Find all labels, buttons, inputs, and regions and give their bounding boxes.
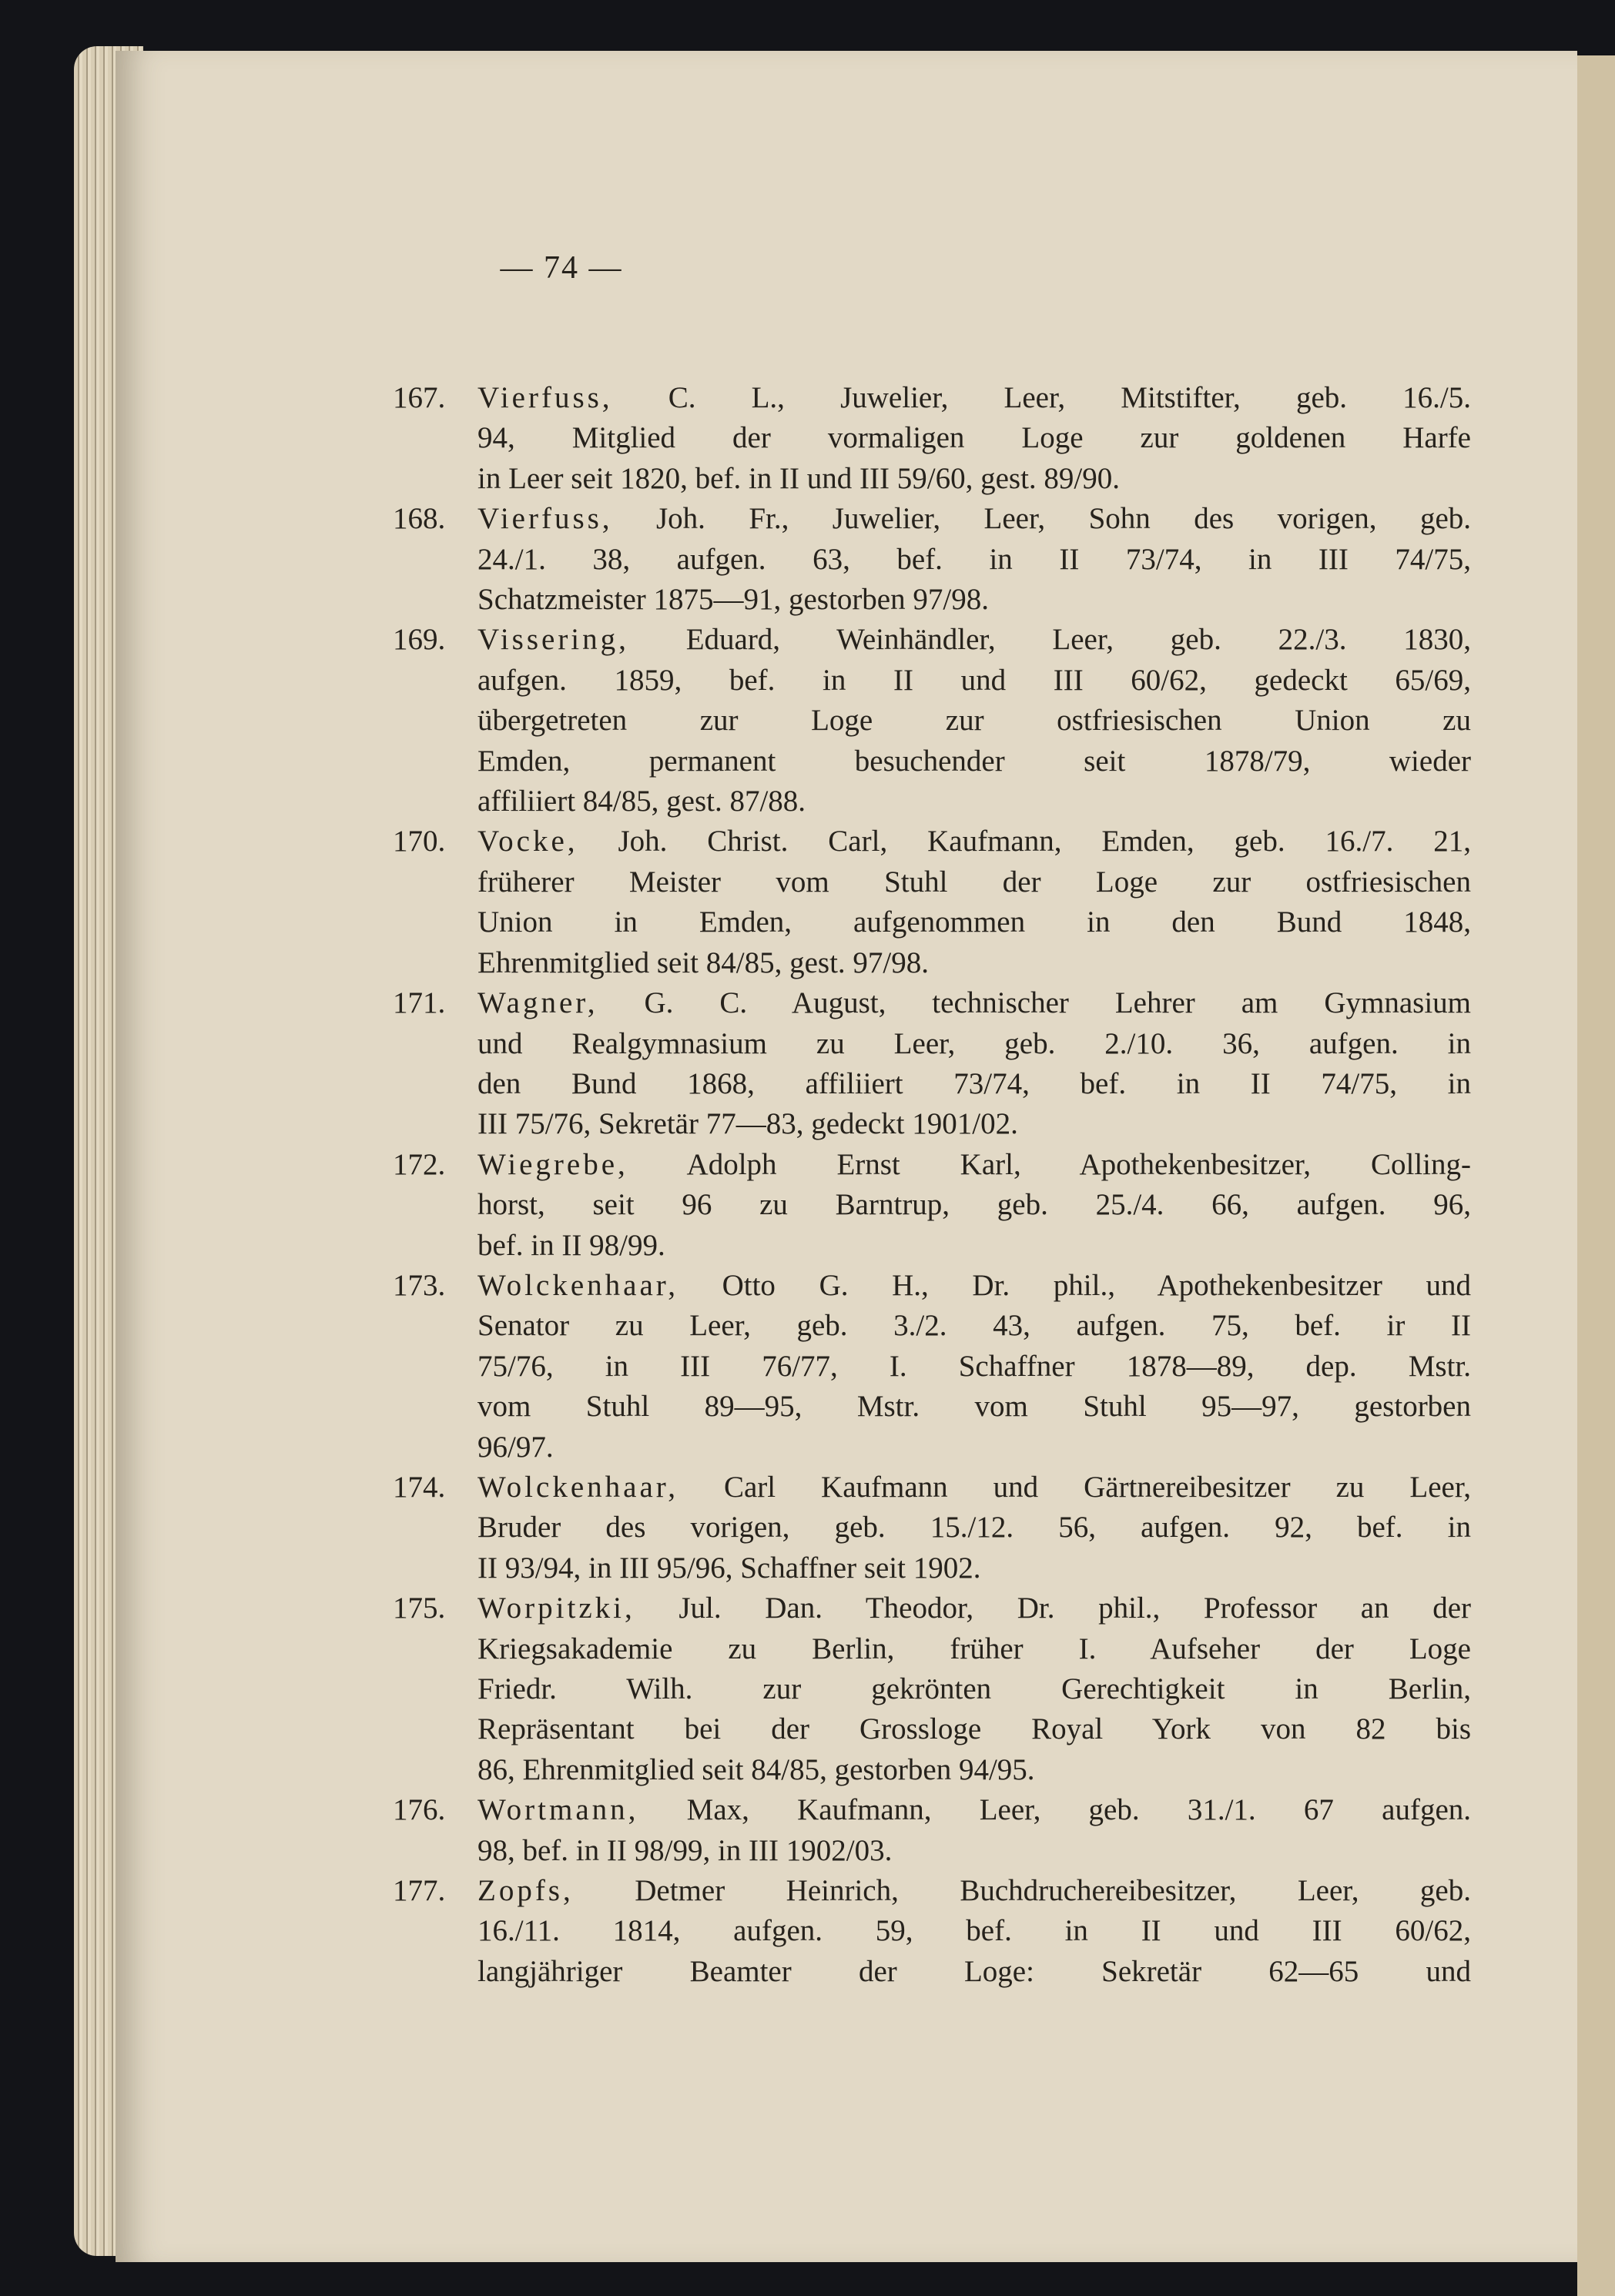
entry-text: C. L., Juwelier, Leer, Mitstifter, geb. 16./5.: [668, 381, 1472, 414]
entry-number: 171.: [393, 986, 446, 1020]
entry-number: 175.: [393, 1591, 446, 1625]
member-entry: [393, 822, 1471, 983]
member-surname: Vierfuss,: [477, 502, 613, 536]
entry-line: [477, 1185, 1471, 1225]
member-entry: [393, 1468, 1471, 1588]
entry-text: Joh. Fr., Juwelier, Leer, Sohn des vorigen, geb.: [655, 502, 1472, 536]
entry-number: 167.: [393, 381, 446, 414]
member-surname: Zopfs,: [477, 1874, 574, 1908]
entry-number: 174.: [393, 1470, 446, 1504]
member-list: [393, 378, 1471, 1992]
member-entry: [393, 499, 1471, 620]
entry-text: 86, Ehrenmitglied seit 84/85, gestorben 94/95.: [477, 1752, 1035, 1786]
member-entry: [393, 1266, 1471, 1468]
entry-text: 24./1. 38, aufgen. 63, bef. in II 73/74, in III 74/75,: [477, 542, 1471, 576]
entry-line: [477, 1387, 1471, 1427]
entry-line: [477, 822, 1471, 862]
entry-text: III 75/76, Sekretär 77—83, gedeckt 1901/02.: [477, 1107, 1018, 1141]
entry-line: [477, 661, 1471, 701]
member-surname: Vissering,: [477, 623, 629, 657]
member-surname: Vocke,: [477, 825, 578, 858]
member-surname: Vierfuss,: [477, 381, 613, 414]
entry-line: [477, 580, 1471, 620]
entry-line: [477, 943, 1471, 983]
entry-text: Detmer Heinrich, Buchdruchereibesitzer, Leer, geb.: [635, 1874, 1471, 1908]
entry-text: Repräsentant bei der Grossloge Royal York von 82 bis: [477, 1712, 1471, 1746]
facing-page-edge: [1577, 55, 1615, 2296]
entry-number: 170.: [393, 825, 446, 858]
entry-text: bef. in II 98/99.: [477, 1228, 665, 1262]
entry-text: Otto G. H., Dr. phil., Apothekenbesitzer und: [722, 1268, 1471, 1302]
entry-text: Joh. Christ. Carl, Kaufmann, Emden, geb. 16./7. 21,: [618, 825, 1471, 858]
entry-line: [477, 1669, 1471, 1709]
entry-text: Kriegsakademie zu Berlin, früher I. Aufseher der Loge: [477, 1632, 1471, 1665]
entry-line: [477, 1024, 1471, 1064]
entry-text: Bruder des vorigen, geb. 15./12. 56, aufgen. 92, bef. in: [477, 1511, 1471, 1545]
member-entry: [393, 620, 1471, 822]
entry-text: Senator zu Leer, geb. 3./2. 43, aufgen. 75, bef. ir II: [477, 1309, 1471, 1343]
member-surname: Wolckenhaar,: [477, 1268, 679, 1302]
entry-text: und Realgymnasium zu Leer, geb. 2./10. 36, aufgen. in: [477, 1026, 1471, 1060]
entry-line: [477, 1064, 1471, 1104]
entry-number: 177.: [393, 1874, 446, 1908]
entry-text: langjähriger Beamter der Loge: Sekretär 62—65 und: [477, 1954, 1471, 1988]
entry-line: [477, 862, 1471, 902]
entry-text: Ehrenmitglied seit 84/85, gest. 97/98.: [477, 946, 930, 979]
entry-line: [477, 1347, 1471, 1387]
entry-text: G. C. August, technischer Lehrer am Gymnasium: [644, 986, 1472, 1020]
entry-line: [477, 1226, 1471, 1266]
book-page: [116, 51, 1577, 2262]
entry-line: [477, 1831, 1471, 1871]
entry-text: horst, seit 96 zu Barntrup, geb. 25./4. 66, aufgen. 96,: [477, 1188, 1471, 1222]
entry-line: [477, 459, 1471, 499]
entry-text: aufgen. 1859, bef. in II und III 60/62, gedeckt 65/69,: [477, 663, 1471, 697]
entry-line: [477, 983, 1471, 1023]
member-entry: [393, 1145, 1471, 1266]
entry-line: [477, 1104, 1471, 1144]
entry-text: 94, Mitglied der vormaligen Loge zur goldenen Harfe: [477, 421, 1471, 455]
entry-text: früherer Meister vom Stuhl der Loge zur ostfriesischen: [477, 865, 1471, 899]
entry-text: II 93/94, in III 95/96, Schaffner seit 1902.: [477, 1551, 981, 1585]
entry-text: Carl Kaufmann und Gärtnereibesitzer zu Leer,: [723, 1470, 1472, 1504]
member-surname: Wortmann,: [477, 1793, 639, 1827]
member-entry: [393, 378, 1471, 499]
entry-line: [477, 1790, 1471, 1830]
entry-number: 172.: [393, 1147, 446, 1181]
entry-line: [477, 540, 1471, 580]
member-surname: Wolckenhaar,: [477, 1470, 679, 1504]
entry-text: den Bund 1868, affiliiert 73/74, bef. in II 74/75, in: [477, 1066, 1471, 1100]
entry-text: Emden, permanent besuchender seit 1878/79, wieder: [477, 744, 1471, 778]
page-number: — 74 —: [500, 250, 623, 286]
member-surname: Wagner,: [477, 986, 598, 1020]
entry-text: vom Stuhl 89—95, Mstr. vom Stuhl 95—97, gestorben: [477, 1390, 1471, 1424]
member-entry: [393, 1588, 1471, 1790]
entry-line: [477, 1750, 1471, 1790]
member-surname: Worpitzki,: [477, 1591, 635, 1625]
entry-number: 176.: [393, 1793, 446, 1827]
entry-line: [477, 378, 1471, 418]
entry-line: [477, 1548, 1471, 1588]
entry-text: Schatzmeister 1875—91, gestorben 97/98.: [477, 583, 989, 617]
entry-line: [477, 1871, 1471, 1911]
entry-text: 75/76, in III 76/77, I. Schaffner 1878—89, dep. Mstr.: [477, 1349, 1471, 1383]
entry-line: [477, 782, 1471, 822]
entry-line: [477, 418, 1471, 458]
entry-line: [477, 902, 1471, 942]
entry-text: Eduard, Weinhändler, Leer, geb. 22./3. 1830,: [685, 623, 1471, 657]
entry-line: [477, 1306, 1471, 1346]
entry-text: 96/97.: [477, 1430, 554, 1464]
entry-line: [477, 1709, 1471, 1749]
entry-line: [477, 1952, 1471, 1992]
entry-number: 168.: [393, 502, 446, 536]
entry-text: affiliiert 84/85, gest. 87/88.: [477, 785, 806, 818]
member-entry: [393, 983, 1471, 1145]
entry-text: Adolph Ernst Karl, Apothekenbesitzer, Colling-: [686, 1147, 1471, 1181]
entry-text: Max, Kaufmann, Leer, geb. 31./1. 67 aufgen.: [686, 1793, 1471, 1827]
entry-line: [477, 620, 1471, 660]
entry-text: in Leer seit 1820, bef. in II und III 59/60, gest. 89/90.: [477, 461, 1120, 495]
entry-text: 16./11. 1814, aufgen. 59, bef. in II und III 60/62,: [477, 1914, 1471, 1948]
entry-text: Jul. Dan. Theodor, Dr. phil., Professor an der: [679, 1591, 1472, 1625]
member-entry: [393, 1871, 1471, 1992]
entry-number: 173.: [393, 1268, 446, 1302]
entry-line: [477, 1911, 1471, 1951]
entry-line: [477, 701, 1471, 741]
entry-text: übergetreten zur Loge zur ostfriesischen Union zu: [477, 704, 1471, 738]
member-entry: [393, 1790, 1471, 1871]
entry-line: [477, 1508, 1471, 1548]
member-surname: Wiegrebe,: [477, 1147, 628, 1181]
entry-text: 98, bef. in II 98/99, in III 1902/03.: [477, 1833, 893, 1867]
entry-line: [477, 1427, 1471, 1468]
entry-line: [477, 1588, 1471, 1628]
entry-line: [477, 1145, 1471, 1185]
entry-line: [477, 1266, 1471, 1306]
entry-line: [477, 499, 1471, 539]
entry-line: [477, 1468, 1471, 1508]
entry-line: [477, 741, 1471, 782]
entry-text: Friedr. Wilh. zur gekrönten Gerechtigkeit in Berlin,: [477, 1672, 1471, 1705]
entry-line: [477, 1629, 1471, 1669]
entry-number: 169.: [393, 623, 446, 657]
entry-text: Union in Emden, aufgenommen in den Bund 1848,: [477, 905, 1471, 939]
